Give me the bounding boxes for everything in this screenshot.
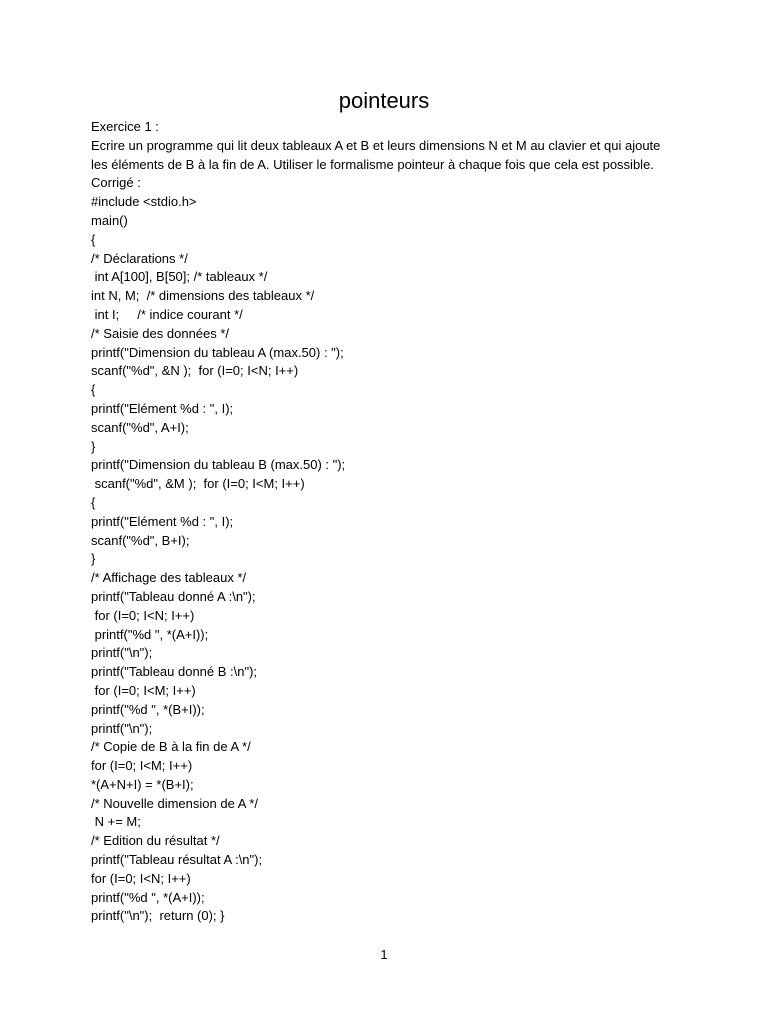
text-line: /* Déclarations */ — [91, 250, 188, 266]
text-line: /* Edition du résultat */ — [91, 833, 220, 849]
text-line: Ecrire un programme qui lit deux tableaux A et B et leurs dimensions N et M au clavier et qui ajoute — [91, 137, 661, 153]
text-line: /* Saisie des données */ — [91, 325, 230, 341]
text-line: int I; /* indice courant */ — [91, 306, 243, 322]
text-line: /* Affichage des tableaux */ — [91, 570, 247, 586]
text-line: N += M; — [91, 814, 141, 830]
text-line: int A[100], B[50]; /* tableaux */ — [91, 269, 268, 285]
page-title: pointeurs — [338, 88, 430, 113]
text-line: scanf("%d", B+I); — [91, 532, 190, 548]
text-line: printf("\n"); — [91, 645, 153, 661]
text-line: printf("Dimension du tableau B (max.50) : "); — [91, 457, 346, 473]
text-line: *(A+N+I) = *(B+I); — [91, 776, 194, 792]
text-line: } — [91, 438, 96, 454]
text-line: scanf("%d", A+I); — [91, 419, 189, 435]
text-line: { — [91, 231, 96, 247]
text-line: les éléments de B à la fin de A. Utiliser le formalisme pointeur à chaque fois que cela est possible. — [91, 156, 654, 172]
text-line: main() — [91, 212, 128, 228]
text-line: for (I=0; I<M; I++) — [91, 682, 196, 698]
text-line: { — [91, 494, 96, 510]
document-body — [91, 118, 691, 926]
text-line: /* Nouvelle dimension de A */ — [91, 795, 258, 811]
text-line: printf("%d ", *(A+I)); — [91, 626, 209, 642]
text-line: printf("Elément %d : ", I); — [91, 400, 234, 416]
page-number: 1 — [380, 947, 388, 962]
text-line: printf("Dimension du tableau A (max.50) : "); — [91, 344, 344, 360]
text-line: printf("\n"); return (0); } — [91, 908, 225, 924]
text-line: for (I=0; I<N; I++) — [91, 870, 191, 886]
text-line: int N, M; /* dimensions des tableaux */ — [91, 288, 315, 304]
text-line: printf("%d ", *(B+I)); — [91, 701, 205, 717]
text-line: Exercice 1 : — [91, 119, 159, 134]
text-line: printf("Elément %d : ", I); — [91, 513, 234, 529]
text-line: scanf("%d", &N ); for (I=0; I<N; I++) — [91, 363, 299, 379]
text-line: printf("\n"); — [91, 720, 153, 736]
text-line: Corrigé : — [91, 175, 141, 191]
text-line: printf("Tableau résultat A :\n"); — [91, 852, 263, 868]
text-line: for (I=0; I<N; I++) — [91, 607, 195, 623]
text-line: #include <stdio.h> — [91, 194, 197, 210]
text-line: { — [91, 382, 96, 398]
text-line: printf("%d ", *(A+I)); — [91, 889, 205, 905]
text-line: printf("Tableau donné B :\n"); — [91, 664, 258, 680]
text-line: printf("Tableau donné A :\n"); — [91, 588, 256, 604]
text-line: } — [91, 551, 96, 567]
text-line: scanf("%d", &M ); for (I=0; I<M; I++) — [91, 476, 305, 492]
text-line: /* Copie de B à la fin de A */ — [91, 739, 251, 755]
text-line: for (I=0; I<M; I++) — [91, 758, 193, 774]
